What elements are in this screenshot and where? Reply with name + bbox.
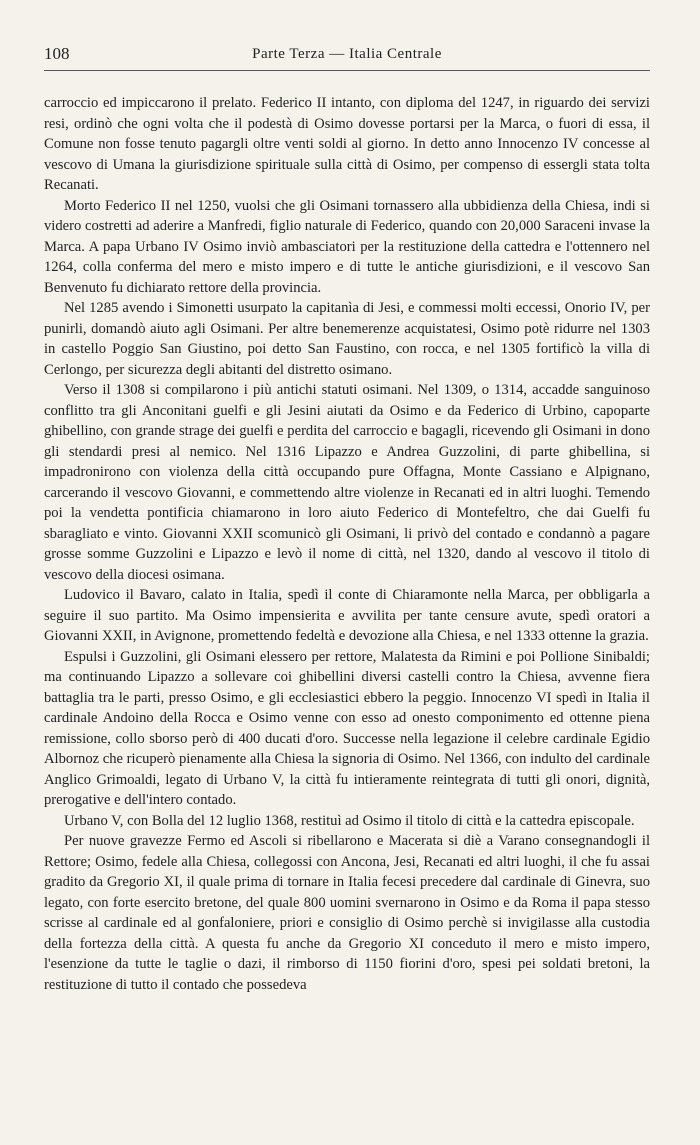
paragraph: carroccio ed impiccarono il prelato. Federico II intanto, con diploma del 1247, in riguardo dei servizi resi, ordinò che ogni volta che il podestà di Osimo dovesse portarsi per la Marca, o fuori di essa, il Comune non fosse tenuto pagargli oltre venti soldi al giorno. In detto anno Innocenzo IV concesse al vescovo di Umana la giurisdizione spirituale sulla città di Osimo, per compenso di essergli stata tolta Recanati.	[44, 95, 650, 193]
body-text	[44, 93, 650, 995]
running-title: Parte Terza — Italia Centrale	[252, 46, 442, 62]
header-rule	[44, 70, 650, 71]
page-number: 108	[44, 44, 70, 63]
paragraph: Espulsi i Guzzolini, gli Osimani elessero per rettore, Malatesta da Rimini e poi Pollione Sinibaldi; ma continuando Lipazzo a sollevare coi ghibellini diversi castelli contro la Chiesa, avvenne fiera battaglia tra le parti, presso Osimo, e gli ecclesiastici ebbero la peggio. Innocenzo VI spedì in Italia il cardinale Andoino della Rocca e Osimo venne con esso ad onesto componimento ed ottenne piena remissione, collo sborso però di 400 ducati d'oro. Successe nella legazione il celebre cardinale Egidio Albornoz che ricuperò pienamente alla Chiesa la signoria di Osimo. Nel 1366, con indulto del cardinale Anglico Grimoaldi, legato di Urbano V, la città fu intieramente reintegrata di tutti gli onori, dignità, prerogative e dell'intero contado.	[44, 648, 650, 808]
paragraph: Ludovico il Bavaro, calato in Italia, spedì il conte di Chiaramonte nella Marca, per obbligarla a seguire il suo partito. Ma Osimo impensierita e avvilita per tante censure avute, spedì oratori a Giovanni XXII, in Avignone, promettendo fedeltà e devozione alla Chiesa, e nel 1333 ottenne la grazia.	[44, 587, 650, 644]
page-header	[44, 44, 650, 64]
paragraph: Urbano V, con Bolla del 12 luglio 1368, restituì ad Osimo il titolo di città e la cattedra episcopale.	[64, 812, 635, 829]
paragraph: Morto Federico II nel 1250, vuolsi che gli Osimani tornassero alla ubbidienza della Chiesa, indi si videro costretti ad aderire a Manfredi, figlio naturale di Federico, quando con 20,000 Saraceni invase la Marca. A papa Urbano IV Osimo inviò ambasciatori per la restituzione della cattedra e l'ottennero nel 1264, colla conferma del mero e misto impero e di tutte le antiche giurisdizioni, e il vescovo San Benvenuto fu dichiarato rettore della provincia.	[44, 197, 650, 296]
paragraph: Per nuove gravezze Fermo ed Ascoli si ribellarono e Macerata si diè a Varano consegnandogli il Rettore; Osimo, fedele alla Chiesa, collegossi con Ancona, Jesi, Recanati ed altri luoghi, il che fu assai gradito da Gregorio XI, il quale prima di tornare in Italia fecesi precedere dal cardinale di Ginevra, suo legato, con forte esercito bretone, del quale 800 uomini svernarono in Osimo e da Roma il papa stesso scrisse al cardinale ed al gonfaloniere, priori e consiglio di Osimo perchè si invigilasse alla custodia della fortezza della città. A questa fu anche da Gregorio XI conceduto il mero e misto impero, l'esenzione da tutte le taglie o dazi, il rimborso di 1150 fiorini d'oro, spesi pei soldati bretoni, la restituzione di tutto il contado che possedeva	[44, 833, 650, 993]
paragraph: Nel 1285 avendo i Simonetti usurpato la capitanìa di Jesi, e commessi molti eccessi, Onorio IV, per punirli, domandò aiuto agli Osimani. Per altre benemerenze acquistatesi, Osimo potè ridurre nel 1303 in castello Poggio San Giustino, poi detto San Faustino, con rocca, e nel 1305 fortificò la villa di Cerlongo, per sicurezza degli abitanti del distretto osimano.	[44, 300, 650, 378]
paragraph: Verso il 1308 si compilarono i più antichi statuti osimani. Nel 1309, o 1314, accadde sanguinoso conflitto tra gli Anconitani guelfi e gli Jesini aiutati da Osimo e da Federico di Urbino, capoparte ghibellino, con grande strage dei guelfi e perdita del carroccio e bagagli, ricevendo gli Osimani in dono gli stendardi presi al nemico. Nel 1316 Lipazzo e Andrea Guzzolini, di parte ghibellina, si impadronirono con violenza della città occupando pure Offagna, Monte Cassiano e Alpignano, carcerando il vescovo Giovanni, e commettendo altre violenze in Recanati ed in altri luoghi. Temendo poi la vendetta pontificia chiamarono in loro aiuto Federico di Montefeltro, che dai Guelfi fu sbaragliato e vinto. Giovanni XXII scomunicò gli Osimani, li privò del contado e condannò a pagare grosse somme Guzzolini e Lipazzo e levò il nome di città, nel 1320, dando al vescovo il titolo di vescovo della diocesi osimana.	[44, 382, 650, 583]
